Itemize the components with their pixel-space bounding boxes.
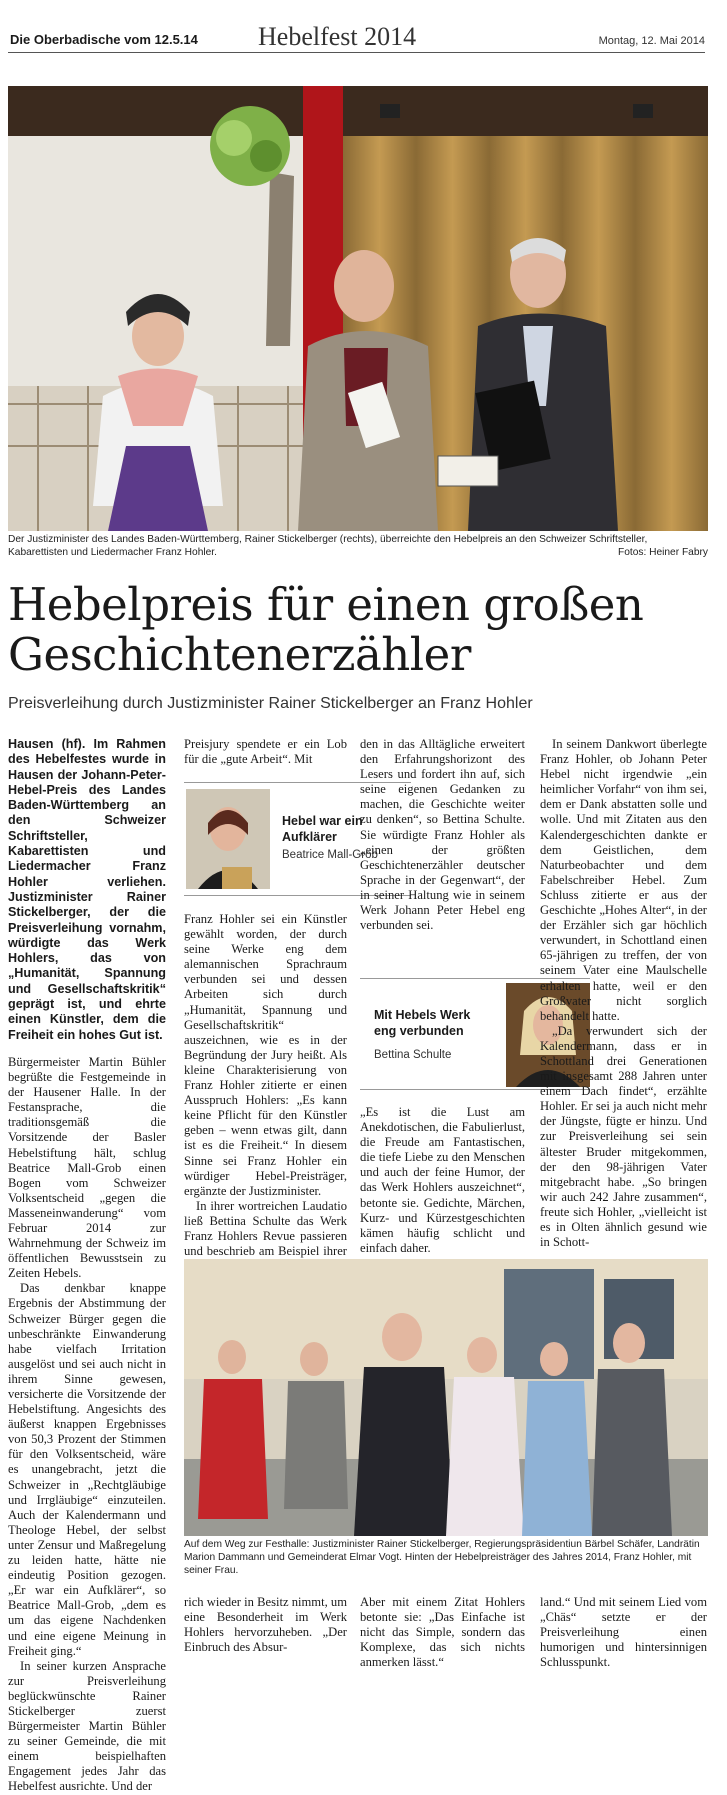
portrait-illustration <box>186 789 270 889</box>
award-ceremony-photo <box>8 86 708 531</box>
article-headline: Hebelpreis für einen großen Geschichtenerzähler <box>8 578 644 681</box>
portrait-beatrice-mall-grob <box>186 789 270 889</box>
section-title: Hebelfest 2014 <box>258 22 417 51</box>
procession-illustration <box>184 1259 708 1536</box>
award-ceremony-illustration <box>8 86 708 531</box>
photo-credit: Fotos: Heiner Fabry <box>617 547 708 558</box>
paragraph: In seinem Dankwort überlegte Franz Hohler, ob Johann Peter Hebel nicht irgendwie „ein heimlicher Vorfahr“ von ihm sei, dem er Dank abstatten solle und wolle. Und mit Zitaten aus den Kalendergeschichten dankte er dem Geistlichen, dem Naturbeobachter und dem Fabelschreiber Hebel. Zum Schluss zitierte er aus der Geschichte „Hohes Alter“, in der der Erzähler sich gar höchlich verwundert, in Schottland einen 65-jährigen zu treffen, der von seinem Vater eine Maulschelle erhalten hatte, weil er den Großvater nicht sorglich behandelt hatte. <box>540 737 707 1023</box>
article-subheadline: Preisverleihung durch Justizminister Rainer Stickelberger an Franz Hohler <box>8 695 533 712</box>
header-rule <box>8 52 705 53</box>
article-column-2-end <box>184 1595 347 1655</box>
pull-quote-title: Mit Hebels Werk eng verbunden <box>374 1008 471 1038</box>
top-photo-caption <box>8 533 708 559</box>
paragraph: Aber mit einem Zitat Hohlers betonte sie: „Das Einfache ist nicht das Simple, sondern das Komplexe, das sich nichts anmerken lässt.“ <box>360 1595 525 1670</box>
paragraph: In ihrer wortreichen Laudatio ließ Bettina Schulte das Werk Franz Hohlers Revue passieren und beschrieb am Beispiel ihrer <box>184 1198 347 1259</box>
paragraph: Bürgermeister Martin Bühler begrüßte die Festgemeinde in der Hausener Halle. In der Festansprache, die traditionsgemäß die Vorsitzende der Basler Hebelstiftung hält, schlug Beatrice Mall-Grob einen Bogen vom Schweizer Volksentscheid „gegen die Masseneinwanderung“ vom Februar 2014 zur Wahrnehmung der Schweiz im öffentlichen Bewusstsein zu Zeiten Hebels. <box>8 1054 166 1281</box>
article-column-3 <box>360 737 525 933</box>
paragraph: rich wieder in Besitz nimmt, um eine Besonderheit im Werk Hohlers hervorzuheben. „Der Einbruch des Absur- <box>184 1595 347 1655</box>
paragraph: „Da verwundert sich der Kalendermann, dass er in Schottland drei Generationen mit insgesamt 288 Jahren unter einem Dach findet“, erzählte Hohler. Er sei ja auch nicht mehr der Jüngste, fügte er hinzu. Und zur Preisverleihung sei sein ältester Bruder mitgekommen, der den 98-jährigen Vater mitgebracht habe. „So bringen wir auch 242 Jahre zusammen“, freute sich Hohler, „vielleicht ist es in Olten ähnlich gesund wie in Schott- <box>540 1023 707 1250</box>
issue-date: Montag, 12. Mai 2014 <box>598 35 705 47</box>
paragraph: den in das Alltägliche erweitert den Erfahrungshorizont des Lesers und fordert ihn auf, sich seine eigenen Gedanken zu machen, die Geschichte weiter zu denken“, so Bettina Schulte. Sie würdigte Franz Hohler als „einen der größten Geschichtenerzähler deutscher Sprache in der Gegenwart“, der in seiner Haltung wie in seinem Werk Johann Peter Hebel eng verbunden sei. <box>360 737 525 933</box>
paragraph: Franz Hohler sei ein Künstler gewählt worden, der durch seine Werke eng dem alemannischen Sprachraum verbunden sei und dessen Arbeiten sich durch „Humanität, Spannung und Gesellschaftskritik“ auszeichnen, wie es in der Begründung der Jury heißt. Als kleine Charakterisierung von Franz Hohler zitierte er einen Ausspruch Hohlers: „Es kann keine Pflicht für den Künstler geben – wenn etwas gilt, dann ist es die Freiheit.“ In diesem Sinne sei Franz Hohler ein würdiger Hebel-Preisträger, ergänzte der Justizminister. <box>184 912 347 1198</box>
pull-quote-title: Hebel war ein Aufklärer <box>282 814 363 844</box>
top-photo-caption-text: Der Justizminister des Landes Baden-Württemberg, Rainer Stickelberger (rechts), überreichte den Hebelpreis an den Schweizer Schriftsteller, Kabarettisten und Liedermacher Franz Hohler. <box>8 534 648 558</box>
pull-quote-attribution: Bettina Schulte <box>374 1049 452 1061</box>
procession-photo <box>184 1259 708 1536</box>
article-column-2 <box>184 737 347 767</box>
paragraph: Das denkbar knappe Ergebnis der Abstimmung der Schweizer Bürger gegen die unbeschränkte Einwanderung habe vielfach Irritation ausgelöst und sei auch nicht in ihrem Sinne gewesen, versicherte die Vorsitzende der Hebelstiftung. Angesichts des äußerst knappen Ergebnisses von 50,3 Prozent der Stimmen für den Volksentscheid, wäre es unangebracht, jetzt die Schweizer in „Rechtgläubige und Irrgläubige“ einzuteilen. Auch der Kalendermann und Theologe Hebel, der selbst unter Zensur und Maßregelung zu leiden hatte, hätte nie eindeutig Position gezogen. „Er war ein Aufklärer“, so Beatrice Mall-Grob, „dem es um das eigene Nachdenken und eine eigene Meinung in Freiheit ging.“ <box>8 1281 166 1658</box>
article-column-1 <box>8 737 166 1795</box>
article-column-4 <box>540 737 707 1250</box>
article-lead: Hausen (hf). Im Rahmen des Hebelfestes wurde in Hausen der Johann-Peter-Hebel-Preis des Landes Baden-Württemberg an den Schweizer Schriftsteller, Kabarettisten und Liedermacher Franz Hohler verliehen. Justizminister Rainer Stickelberger, der die Preisverleihung vornahm, würdigte das Werk Hohlers, das von „Humanität, Spannung und Gesellschaftskritik“ geprägt ist, und ehrte einen Künstler, dem die Freiheit ein hohes Gut ist. <box>8 737 166 1042</box>
article-column-2-cont <box>184 912 347 1304</box>
paragraph: In seiner kurzen Ansprache zur Preisverleihung beglückwünschte Rainer Stickelberger zuerst Bürgermeister Martin Bühler zu seiner Gemeinde, die mit einem beispielhaften Engagement jedes Jahr das Hebelfest ausrichte. Und der <box>8 1658 166 1794</box>
article-column-3-cont <box>360 1105 525 1256</box>
paragraph: Preisjury spendete er ein Lob für die „gute Arbeit“. Mit <box>184 737 347 767</box>
paragraph: land.“ Und mit seinem Lied vom „Chäs“ setzte er der Preisverleihung einen humorigen und hintersinnigen Schlusspunkt. <box>540 1595 707 1670</box>
pull-quote-attribution: Beatrice Mall-Grob <box>282 849 378 861</box>
article-column-4-end <box>540 1595 707 1670</box>
bottom-photo-caption: Auf dem Weg zur Festhalle: Justizminister Rainer Stickelberger, Regierungspräsidentiun Bärbel Schäfer, Landrätin Marion Dammann und Gemeinderat Elmar Vogt. Hinten der Hebelpreisträger des Jahres 2014, Franz Hohler, mit seiner Frau. <box>184 1539 700 1576</box>
article-column-3-end <box>360 1595 525 1670</box>
newspaper-source: Die Oberbadische vom 12.5.14 <box>10 32 198 47</box>
paragraph: „Es ist die Lust am Anekdotischen, die Fabulierlust, die Freude am Fantastischen, die tiefe Liebe zu den Menschen und auch der feine Humor, der das Werk Hohlers auszeichnet“, betonte sie. Gedichte, Märchen, Kurz- und Kürzestgeschichten kämen häufig schlicht und einfach daher. <box>360 1105 525 1255</box>
